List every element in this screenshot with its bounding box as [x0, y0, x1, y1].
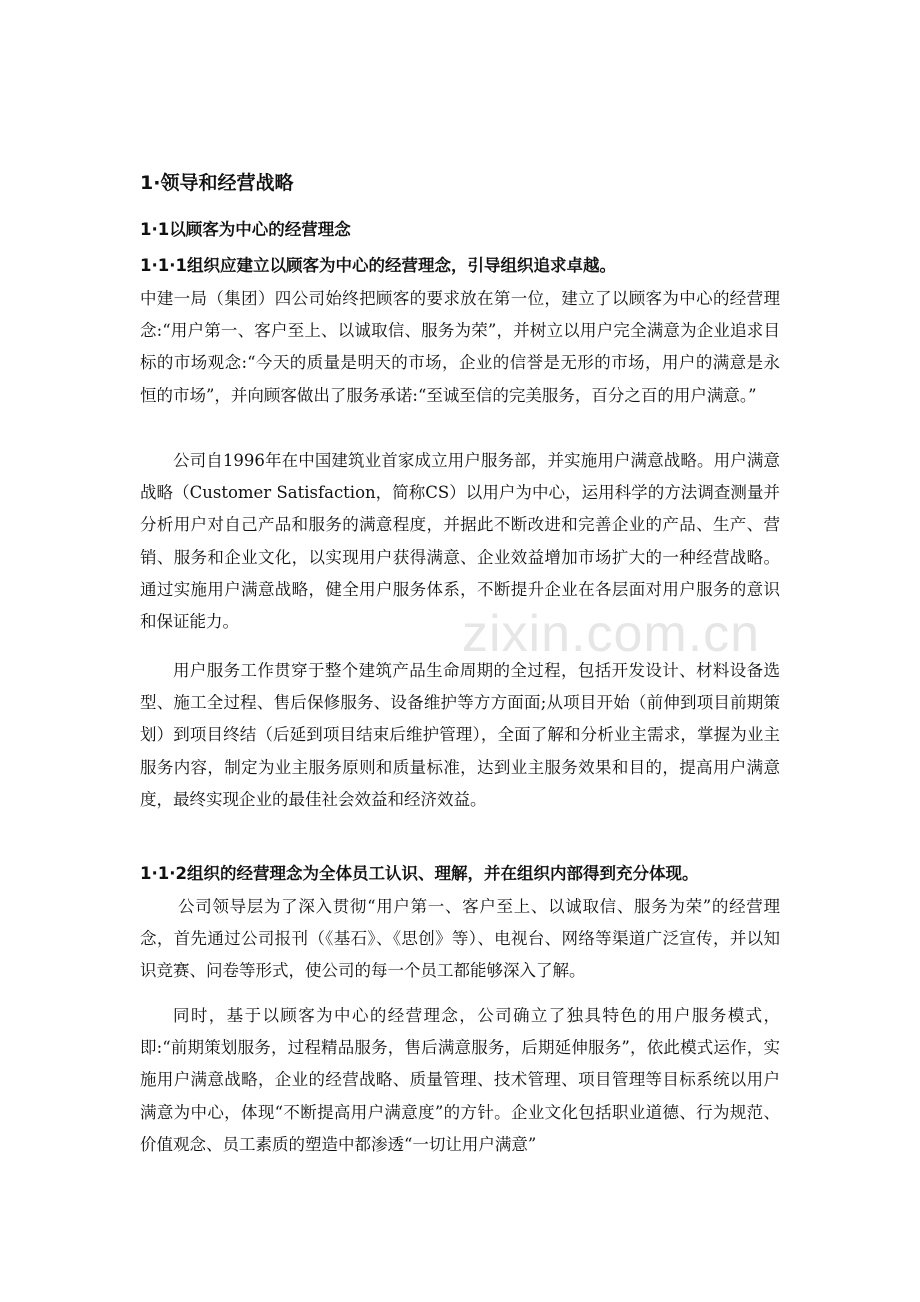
paragraph: 公司领导层为了深入贯彻“用户第一、客户至上、以诚取信、服务为荣”的经营理念，首先通过公司报刊（《基石》、《思创》等）、电视台、网络等渠道广泛宣传，并以知识竞赛、问卷等形式，使公司的每一个员工都能够深入了解。 [140, 897, 780, 981]
subsection-heading-1-1-2: 1·1·2组织的经营理念为全体员工认识、理解，并在组织内部得到充分体现。 [140, 864, 699, 883]
paragraph: 用户服务工作贯穿于整个建筑产品生命周期的全过程，包括开发设计、材料设备选型、施工全过程、售后保修服务、设备维护等方方面面;从项目开始（前伸到项目前期策划）到项目终结（后延到项目结束后维护管理），全面了解和分析业主需求，掌握为业主服务内容，制定为业主服务原则和质量标准，达到业主服务效果和目的，提高用户满意度，最终实现企业的最佳社会效益和经济效益。 [140, 661, 780, 809]
paragraph: 公司自1996年在中国建筑业首家成立用户服务部，并实施用户满意战略。用户满意战略（Customer Satisfaction，简称CS）以用户为中心，运用科学的方法调查测量并分析用户对自己产品和服务的满意程度，并据此不断改进和完善企业的产品、生产、营销、服务和企业文化，以实现用户获得满意、企业效益增加市场扩大的一种经营战略。通过实施用户满意战略，健全用户服务体系，不断提升企业在各层面对用户服务的意识和保证能力。 [140, 451, 780, 632]
watermark: zixin.com.cn [462, 605, 761, 663]
paragraph: 中建一局（集团）四公司始终把顾客的要求放在第一位，建立了以顾客为中心的经营理念:“用户第一、客户至上、以诚取信、服务为荣”，并树立以用户完全满意为企业追求目标的市场观念:“今天的质量是明天的市场，企业的信誉是无形的市场，用户的满意是永恒的市场”，并向顾客做出了服务承诺:“至诚至信的完美服务，百分之百的用户满意。” [140, 289, 780, 405]
paragraph: 同时，基于以顾客为中心的经营理念，公司确立了独具特色的用户服务模式，即:“前期策划服务，过程精品服务，售后满意服务，后期延伸服务”，依此模式运作，实施用户满意战略，企业的经营战略、质量管理、技术管理、项目管理等目标系统以用户满意为中心，体现“不断提高用户满意度”的方针。企业文化包括职业道德、行为规范、价值观念、员工素质的塑造中都渗透“一切让用户满意” [140, 1006, 780, 1154]
subsection-heading-1-1-1: 1·1·1组织应建立以顾客为中心的经营理念，引导组织追求卓越。 [140, 256, 616, 275]
chapter-heading: 1·领导和经营战略 [140, 172, 294, 194]
section-heading: 1·1以顾客为中心的经营理念 [140, 220, 351, 239]
